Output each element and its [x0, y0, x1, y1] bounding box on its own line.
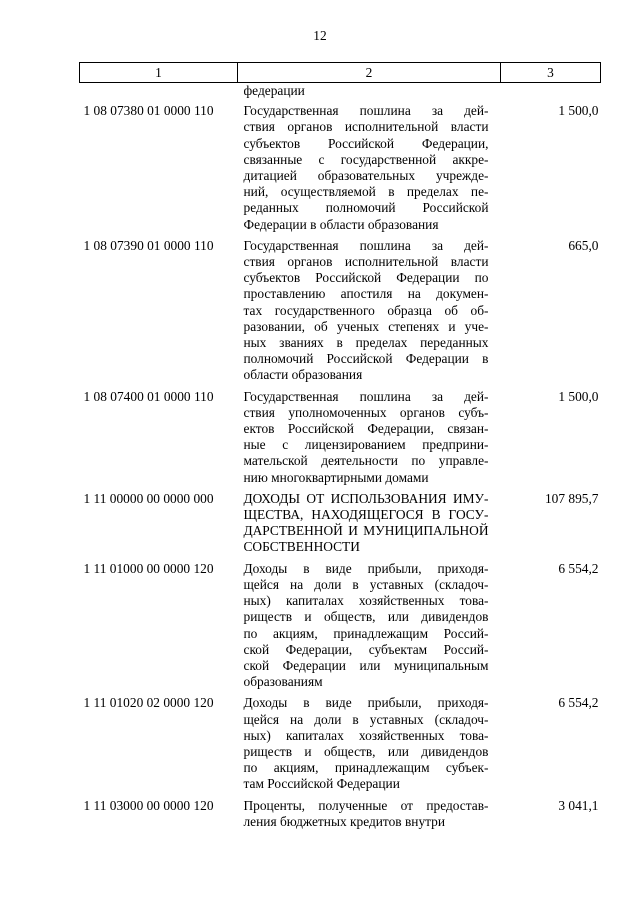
revenue-description	[238, 695, 501, 797]
revenue-code: 1 11 03000 00 0000 120	[83, 797, 214, 813]
revenue-description	[238, 561, 501, 696]
revenue-code: 1 11 01000 00 0000 120	[83, 560, 214, 576]
table-row	[80, 798, 601, 835]
revenue-amount	[501, 83, 601, 104]
description-line: образованиям	[243, 674, 323, 690]
revenue-code	[80, 83, 238, 104]
description-line: ний, осуществляемой в пределах пе-	[243, 184, 489, 200]
revenue-amount: 3 041,1	[558, 797, 599, 813]
revenue-description	[238, 798, 501, 835]
table-row	[80, 103, 601, 238]
revenue-amount: 107 895,7	[544, 490, 599, 506]
description-line: нию многоквартирными домами	[243, 469, 429, 485]
description-line: субъектов Российской Федерации по	[243, 270, 489, 286]
description-line: ствия органов исполнительной власти	[243, 254, 489, 270]
description-line: ской Федерации или муниципальным	[243, 657, 489, 673]
table-row	[80, 695, 601, 797]
revenue-code: 1 11 00000 00 0000 000	[83, 490, 214, 506]
description-line: ДАРСТВЕННОЙ И МУНИЦИПАЛЬНОЙ	[243, 523, 489, 539]
revenue-description	[238, 238, 501, 389]
revenue-amount: 1 500,0	[558, 388, 599, 404]
description-line: связанные с государственной аккре-	[243, 151, 489, 167]
revenue-description	[238, 83, 501, 104]
description-line: Проценты, полученные от предостав-	[243, 797, 489, 813]
description-line: ектов Российской Федерации, связан-	[243, 421, 489, 437]
description-line: ных званиях в пределах переданных	[243, 335, 489, 351]
description-line: СОБСТВЕННОСТИ	[243, 539, 360, 555]
description-line: по акциям, принадлежащим субъек-	[243, 760, 489, 776]
description-line: федерации	[243, 83, 305, 98]
description-line: Государственная пошлина за дей-	[243, 388, 489, 404]
description-line: ные с лицензированием предприни-	[243, 437, 489, 453]
revenue-amount: 6 554,2	[558, 560, 599, 576]
description-line: ных) капиталах хозяйственных това-	[243, 727, 489, 743]
table-row	[80, 389, 601, 491]
description-line: ДОХОДЫ ОТ ИСПОЛЬЗОВАНИЯ ИМУ-	[243, 490, 489, 506]
table-row	[80, 561, 601, 696]
description-line: щейся на доли в уставных (складоч-	[243, 576, 489, 592]
description-line: реданных полномочий Российской	[243, 200, 489, 216]
description-line: ской Федерации, субъектам Россий-	[243, 641, 489, 657]
budget-revenue-table	[79, 62, 601, 835]
revenue-description	[238, 103, 501, 238]
revenue-code: 1 08 07380 01 0000 110	[83, 103, 214, 119]
table-row	[80, 491, 601, 561]
description-line: риществ и обществ, или дивидендов	[243, 609, 489, 625]
description-line: там Российской Федерации	[243, 776, 400, 792]
revenue-amount: 6 554,2	[558, 695, 599, 711]
description-line: ствия уполномоченных органов субъ-	[243, 404, 489, 420]
description-line: щейся на доли в уставных (складоч-	[243, 711, 489, 727]
description-line: проставлению апостиля на докумен-	[243, 286, 489, 302]
description-line: ствия органов исполнительной власти	[243, 119, 489, 135]
revenue-amount: 1 500,0	[558, 103, 599, 119]
description-line: по акциям, принадлежащим Россий-	[243, 625, 489, 641]
column-header-amount: 3	[501, 63, 601, 83]
description-line: ЩЕСТВА, НАХОДЯЩЕГОСЯ В ГОСУ-	[243, 507, 489, 523]
revenue-code: 1 08 07400 01 0000 110	[83, 388, 214, 404]
description-line: полномочий Российской Федерации в	[243, 351, 489, 367]
description-line: Федерации в области образования	[243, 216, 439, 232]
column-header-description: 2	[238, 63, 501, 83]
description-line: Государственная пошлина за дей-	[243, 237, 489, 253]
revenue-code: 1 11 01020 02 0000 120	[83, 695, 214, 711]
description-line: мательской деятельности по управле-	[243, 453, 489, 469]
table-body	[80, 83, 601, 835]
description-line: области образования	[243, 367, 363, 383]
description-line: риществ и обществ, или дивидендов	[243, 743, 489, 759]
table-row	[80, 238, 601, 389]
description-line: субъектов Российской Федерации,	[243, 135, 489, 151]
description-line: Доходы в виде прибыли, приходя-	[243, 560, 489, 576]
page-number: 12	[313, 28, 327, 43]
revenue-amount: 665,0	[568, 237, 599, 253]
description-line: дитацией образовательных учрежде-	[243, 168, 489, 184]
description-line: тах государственного образца об об-	[243, 302, 489, 318]
revenue-code: 1 08 07390 01 0000 110	[83, 237, 214, 253]
description-line: разовании, об ученых степенях и уче-	[243, 318, 489, 334]
description-line: Доходы в виде прибыли, приходя-	[243, 695, 489, 711]
description-line: ных) капиталах хозяйственных това-	[243, 593, 489, 609]
column-header-code: 1	[80, 63, 238, 83]
revenue-description	[238, 389, 501, 491]
description-line: ления бюджетных кредитов внутри	[243, 813, 446, 829]
description-line: Государственная пошлина за дей-	[243, 103, 489, 119]
revenue-description	[238, 491, 501, 561]
table-row	[80, 83, 601, 104]
table-header	[80, 63, 601, 83]
